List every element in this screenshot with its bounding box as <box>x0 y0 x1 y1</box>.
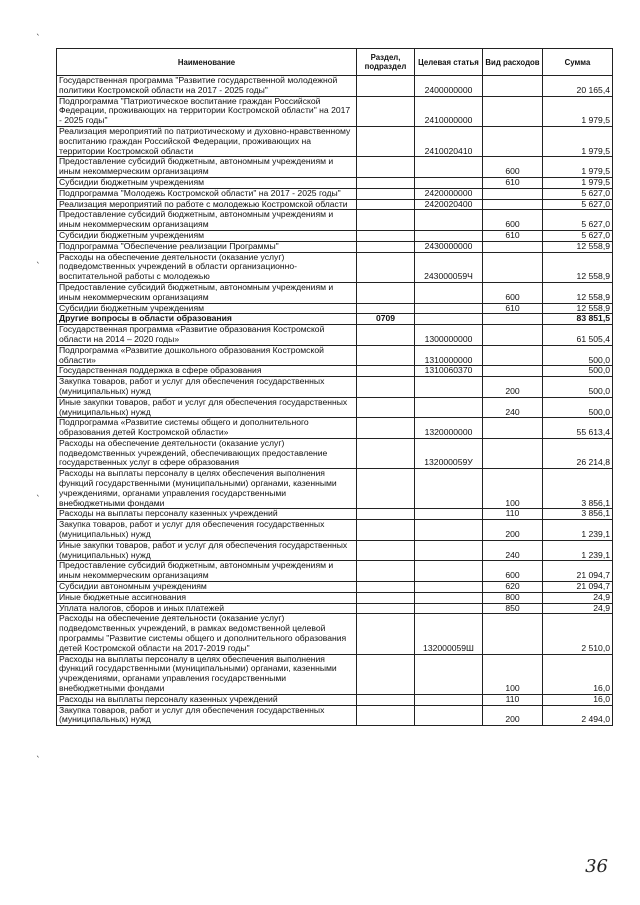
cell-name: Иные закупки товаров, работ и услуг для обеспечения государственных (муниципальных) нужд <box>57 540 357 561</box>
table-row <box>57 325 613 346</box>
cell-sum: 24,9 <box>543 592 613 603</box>
cell-name: Подпрограмма "Патриотическое воспитание граждан Российской Федерации, проживающих на территории Костромской области" на 2017 - 2025 годы" <box>57 96 357 126</box>
header-expense: Вид расходов <box>483 49 543 76</box>
cell-target: 2410020410 <box>415 126 483 156</box>
cell-target <box>415 592 483 603</box>
margin-mark: ` <box>36 756 41 766</box>
cell-sum: 3 856,1 <box>543 509 613 520</box>
cell-expense: 600 <box>483 282 543 303</box>
cell-name: Подпрограмма "Молодежь Костромской области" на 2017 - 2025 годы" <box>57 188 357 199</box>
table-row <box>57 303 613 314</box>
cell-section <box>357 325 415 346</box>
cell-expense <box>483 126 543 156</box>
cell-target: 243000059Ч <box>415 252 483 282</box>
cell-sum: 5 627,0 <box>543 188 613 199</box>
cell-name: Расходы на обеспечение деятельности (оказание услуг) подведомственных учреждений, обеспечивающих предоставление государственных услуг в сфере образования <box>57 438 357 468</box>
cell-expense: 100 <box>483 654 543 694</box>
cell-section <box>357 230 415 241</box>
cell-name: Реализация мероприятий по патриотическому и духовно-нравственному воспитанию граждан Российской Федерации, проживающих на территории Костромской области <box>57 126 357 156</box>
cell-target <box>415 210 483 231</box>
cell-expense: 610 <box>483 230 543 241</box>
cell-section <box>357 654 415 694</box>
cell-section <box>357 694 415 705</box>
cell-name: Расходы на выплаты персоналу казенных учреждений <box>57 694 357 705</box>
cell-section <box>357 177 415 188</box>
cell-section <box>357 540 415 561</box>
margin-mark: ` <box>36 495 41 505</box>
table-row <box>57 705 613 726</box>
cell-sum: 2 510,0 <box>543 614 613 654</box>
cell-section <box>357 157 415 178</box>
cell-name: Предоставление субсидий бюджетным, автономным учреждениям и иным некоммерческим организациям <box>57 282 357 303</box>
cell-name: Подпрограмма "Обеспечение реализации Программы" <box>57 241 357 252</box>
cell-target <box>415 177 483 188</box>
table-row <box>57 230 613 241</box>
cell-name: Государственная программа «Развитие образования Костромской области на 2014 – 2020 годы» <box>57 325 357 346</box>
cell-target: 2410000000 <box>415 96 483 126</box>
cell-sum: 12 558,9 <box>543 303 613 314</box>
cell-sum: 16,0 <box>543 694 613 705</box>
cell-sum: 1 979,5 <box>543 157 613 178</box>
cell-expense: 610 <box>483 303 543 314</box>
cell-target <box>415 397 483 418</box>
cell-name: Предоставление субсидий бюджетным, автономным учреждениям и иным некоммерческим организациям <box>57 561 357 582</box>
cell-name: Расходы на обеспечение деятельности (оказание услуг) подведомственных учреждений, в рамках ведомственной целевой программы "Развитие системы общего и дополнительного образования детей Костромской области на 2017-2019 годы" <box>57 614 357 654</box>
cell-name: Расходы на выплаты персоналу казенных учреждений <box>57 509 357 520</box>
table-row <box>57 377 613 398</box>
margin-mark: ` <box>36 262 41 272</box>
cell-sum: 5 627,0 <box>543 199 613 210</box>
table-row <box>57 582 613 593</box>
cell-target <box>415 561 483 582</box>
cell-expense <box>483 76 543 97</box>
cell-sum: 500,0 <box>543 345 613 366</box>
cell-expense: 600 <box>483 157 543 178</box>
cell-sum: 3 856,1 <box>543 469 613 509</box>
cell-section <box>357 377 415 398</box>
header-target: Целевая статья <box>415 49 483 76</box>
cell-target <box>415 377 483 398</box>
cell-target <box>415 705 483 726</box>
cell-sum: 24,9 <box>543 603 613 614</box>
cell-sum: 26 214,8 <box>543 438 613 468</box>
cell-sum: 1 979,5 <box>543 96 613 126</box>
cell-name: Государственная программа "Развитие государственной молодежной политики Костромской области на 2017 - 2025 годы" <box>57 76 357 97</box>
cell-name: Предоставление субсидий бюджетным, автономным учреждениям и иным некоммерческим организациям <box>57 210 357 231</box>
cell-name: Расходы на обеспечение деятельности (оказание услуг) подведомственных учреждений в области организационно-воспитательной работы с молодежью <box>57 252 357 282</box>
cell-expense <box>483 418 543 439</box>
cell-target <box>415 603 483 614</box>
cell-name: Субсидии бюджетным учреждениям <box>57 177 357 188</box>
table-row <box>57 418 613 439</box>
cell-sum: 5 627,0 <box>543 230 613 241</box>
cell-name: Закупка товаров, работ и услуг для обеспечения государственных (муниципальных) нужд <box>57 520 357 541</box>
cell-expense: 850 <box>483 603 543 614</box>
table-row <box>57 241 613 252</box>
cell-expense <box>483 345 543 366</box>
cell-expense <box>483 325 543 346</box>
table-row <box>57 592 613 603</box>
cell-section <box>357 418 415 439</box>
cell-expense: 100 <box>483 469 543 509</box>
cell-name: Расходы на выплаты персоналу в целях обеспечения выполнения функций государственными (муниципальными) органами, казенными учреждениями, органами управления государственными внебюджетными фондами <box>57 469 357 509</box>
table-row <box>57 603 613 614</box>
cell-sum: 21 094,7 <box>543 561 613 582</box>
margin-mark: ` <box>36 34 41 44</box>
table-row <box>57 509 613 520</box>
cell-section <box>357 96 415 126</box>
cell-expense <box>483 314 543 325</box>
cell-sum: 12 558,9 <box>543 252 613 282</box>
cell-name: Подпрограмма «Развитие системы общего и дополнительного образования детей Костромской области» <box>57 418 357 439</box>
table-row <box>57 126 613 156</box>
cell-expense: 600 <box>483 561 543 582</box>
cell-expense: 110 <box>483 509 543 520</box>
cell-name: Другие вопросы в области образования <box>57 314 357 325</box>
page-number: 36 <box>585 856 608 877</box>
cell-sum: 1 979,5 <box>543 126 613 156</box>
cell-target: 2420000000 <box>415 188 483 199</box>
table-row <box>57 96 613 126</box>
cell-sum: 1 239,1 <box>543 520 613 541</box>
cell-name: Субсидии бюджетным учреждениям <box>57 303 357 314</box>
cell-section <box>357 582 415 593</box>
table-row <box>57 694 613 705</box>
cell-sum: 1 979,5 <box>543 177 613 188</box>
cell-expense <box>483 96 543 126</box>
cell-name: Закупка товаров, работ и услуг для обеспечения государственных (муниципальных) нужд <box>57 377 357 398</box>
cell-target: 2420020400 <box>415 199 483 210</box>
header-sum: Сумма <box>543 49 613 76</box>
cell-section <box>357 614 415 654</box>
cell-name: Уплата налогов, сборов и иных платежей <box>57 603 357 614</box>
table-row <box>57 76 613 97</box>
cell-section: 0709 <box>357 314 415 325</box>
cell-name: Иные бюджетные ассигнования <box>57 592 357 603</box>
cell-expense: 240 <box>483 397 543 418</box>
cell-sum: 83 851,5 <box>543 314 613 325</box>
cell-target <box>415 509 483 520</box>
cell-section <box>357 126 415 156</box>
cell-expense <box>483 241 543 252</box>
cell-expense: 240 <box>483 540 543 561</box>
cell-target: 2430000000 <box>415 241 483 252</box>
table-row <box>57 366 613 377</box>
cell-expense <box>483 252 543 282</box>
cell-sum: 55 613,4 <box>543 418 613 439</box>
cell-target: 1310000000 <box>415 345 483 366</box>
header-name: Наименование <box>57 49 357 76</box>
cell-name: Государственная поддержка в сфере образования <box>57 366 357 377</box>
table-row <box>57 540 613 561</box>
cell-name: Иные закупки товаров, работ и услуг для обеспечения государственных (муниципальных) нужд <box>57 397 357 418</box>
cell-expense <box>483 199 543 210</box>
cell-expense: 800 <box>483 592 543 603</box>
cell-section <box>357 345 415 366</box>
cell-target: 1310060370 <box>415 366 483 377</box>
cell-section <box>357 520 415 541</box>
table-row <box>57 177 613 188</box>
cell-sum: 500,0 <box>543 366 613 377</box>
cell-section <box>357 188 415 199</box>
cell-target <box>415 314 483 325</box>
cell-target: 1320000000 <box>415 418 483 439</box>
cell-section <box>357 561 415 582</box>
cell-expense: 200 <box>483 377 543 398</box>
cell-section <box>357 241 415 252</box>
cell-section <box>357 438 415 468</box>
cell-target <box>415 520 483 541</box>
cell-sum: 2 494,0 <box>543 705 613 726</box>
cell-section <box>357 210 415 231</box>
cell-section <box>357 199 415 210</box>
cell-expense: 110 <box>483 694 543 705</box>
cell-target <box>415 157 483 178</box>
cell-target: 132000059У <box>415 438 483 468</box>
cell-name: Субсидии бюджетным учреждениям <box>57 230 357 241</box>
cell-target <box>415 540 483 561</box>
cell-section <box>357 252 415 282</box>
cell-expense: 200 <box>483 705 543 726</box>
table-row <box>57 314 613 325</box>
cell-target: 132000059Ш <box>415 614 483 654</box>
table-row <box>57 282 613 303</box>
table-row <box>57 397 613 418</box>
cell-section <box>357 76 415 97</box>
header-section: Раздел, подраздел <box>357 49 415 76</box>
cell-expense: 600 <box>483 210 543 231</box>
cell-target <box>415 694 483 705</box>
cell-section <box>357 397 415 418</box>
cell-target: 1300000000 <box>415 325 483 346</box>
cell-name: Реализация мероприятий по работе с молодежью Костромской области <box>57 199 357 210</box>
cell-section <box>357 469 415 509</box>
table-row <box>57 614 613 654</box>
cell-sum: 12 558,9 <box>543 241 613 252</box>
cell-target <box>415 469 483 509</box>
cell-sum: 20 165,4 <box>543 76 613 97</box>
table-row <box>57 345 613 366</box>
cell-section <box>357 303 415 314</box>
cell-sum: 21 094,7 <box>543 582 613 593</box>
cell-section <box>357 282 415 303</box>
cell-sum: 12 558,9 <box>543 282 613 303</box>
cell-section <box>357 603 415 614</box>
cell-expense <box>483 366 543 377</box>
cell-section <box>357 705 415 726</box>
cell-target <box>415 282 483 303</box>
cell-expense: 610 <box>483 177 543 188</box>
cell-sum: 500,0 <box>543 377 613 398</box>
cell-target <box>415 230 483 241</box>
cell-expense: 200 <box>483 520 543 541</box>
table-row <box>57 520 613 541</box>
cell-section <box>357 509 415 520</box>
table-body <box>57 76 613 726</box>
cell-sum: 1 239,1 <box>543 540 613 561</box>
cell-name: Расходы на выплаты персоналу в целях обеспечения выполнения функций государственными (муниципальными) органами, казенными учреждениями, органами управления государственными внебюджетными фондами <box>57 654 357 694</box>
cell-sum: 16,0 <box>543 654 613 694</box>
cell-target <box>415 654 483 694</box>
table-row <box>57 561 613 582</box>
cell-target: 2400000000 <box>415 76 483 97</box>
cell-expense <box>483 614 543 654</box>
table-row <box>57 157 613 178</box>
table-row <box>57 469 613 509</box>
budget-table <box>56 48 613 726</box>
cell-name: Подпрограмма «Развитие дошкольного образования Костромской области» <box>57 345 357 366</box>
table-row <box>57 188 613 199</box>
cell-section <box>357 366 415 377</box>
table-row <box>57 199 613 210</box>
cell-name: Закупка товаров, работ и услуг для обеспечения государственных (муниципальных) нужд <box>57 705 357 726</box>
cell-sum: 61 505,4 <box>543 325 613 346</box>
table-row <box>57 210 613 231</box>
cell-sum: 5 627,0 <box>543 210 613 231</box>
cell-name: Предоставление субсидий бюджетным, автономным учреждениям и иным некоммерческим организациям <box>57 157 357 178</box>
cell-sum: 500,0 <box>543 397 613 418</box>
cell-name: Субсидии автономным учреждениям <box>57 582 357 593</box>
cell-section <box>357 592 415 603</box>
table-row <box>57 438 613 468</box>
cell-expense <box>483 188 543 199</box>
cell-target <box>415 582 483 593</box>
cell-expense: 620 <box>483 582 543 593</box>
cell-target <box>415 303 483 314</box>
table-header-row <box>57 49 613 76</box>
table-row <box>57 654 613 694</box>
table-row <box>57 252 613 282</box>
cell-expense <box>483 438 543 468</box>
